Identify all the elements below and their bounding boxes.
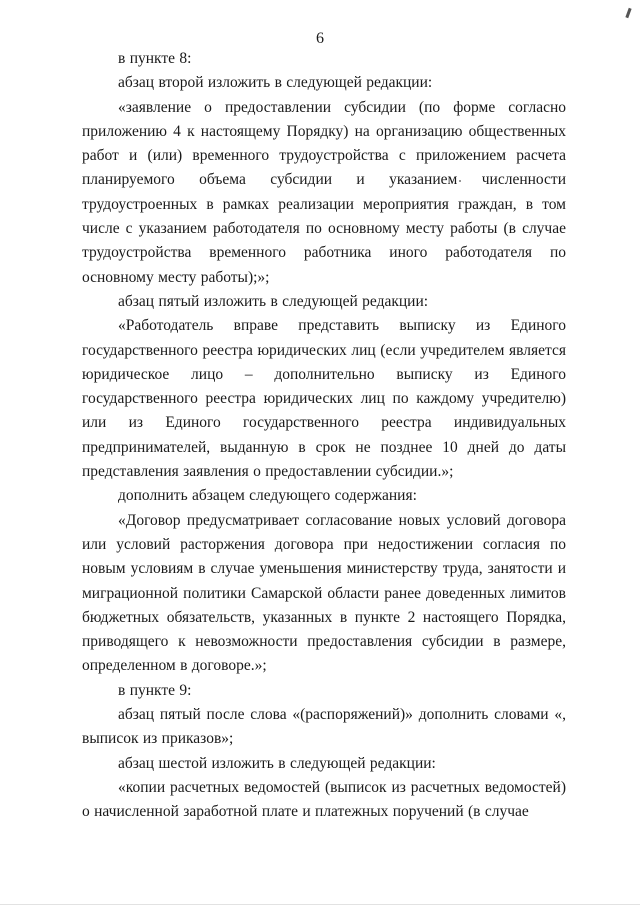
document-text — [82, 47, 566, 825]
paragraph: «Договор предусматривает согласование новых условий договора или условий расторжения договора при недостижении согласия по новым условиям в случае уменьшения министерству труда, занятости и миграционной политики Самарской области ранее доведенных лимитов бюджетных обязательств, указанных в пункте 2 настоящего Порядка, приводящего к невозможности предоставления субсидии в размере, определенном в договоре.»; — [82, 511, 566, 675]
scan-artifact-mark — [625, 8, 631, 18]
paragraph: «копии расчетных ведомостей (выписок из расчетных ведомостей) о начисленной заработной плате и платежных поручений (в случае — [82, 778, 566, 821]
paragraph: в пункте 9: — [118, 681, 192, 699]
paragraph: «Работодатель вправе представить выписку из Единого государственного реестра юридических лиц (если учредителем является юридическое лицо – дополнительно выписку из Единого государственного реестра юридических лиц по каждому учредителю) или из Единого государственного реестра индивидуальных предпринимателей, выданную в срок не позднее 10 дней до даты представления заявления о предоставлении субсидии.»; — [82, 317, 566, 481]
paragraph: абзац шестой изложить в следующей редакции: — [118, 754, 436, 772]
paragraph: в пункте 8: — [118, 50, 192, 67]
paragraph: «заявление о предоставлении субсидии (по форме согласно приложению 4 к настоящему Порядку) на организацию общественных работ и (или) временного трудоустройства с приложением расчета планируемого объема субсидии и указанием численности трудоустроенных в рамках реализации мероприятия граждан, в том числе с указанием работодателя по основному месту работы (в случае трудоустройства временного работника иного работодателя по основному месту работы);»; — [82, 98, 566, 286]
page-number: 6 — [316, 30, 324, 47]
paragraph: абзац пятый после слова «(распоряжений)» дополнить словами «, выписок из приказов»; — [82, 706, 566, 748]
paragraph: абзац второй изложить в следующей редакции: — [118, 74, 433, 92]
paragraph: абзац пятый изложить в следующей редакции: — [118, 292, 429, 310]
paragraph: дополнить абзацем следующего содержания: — [118, 487, 417, 505]
